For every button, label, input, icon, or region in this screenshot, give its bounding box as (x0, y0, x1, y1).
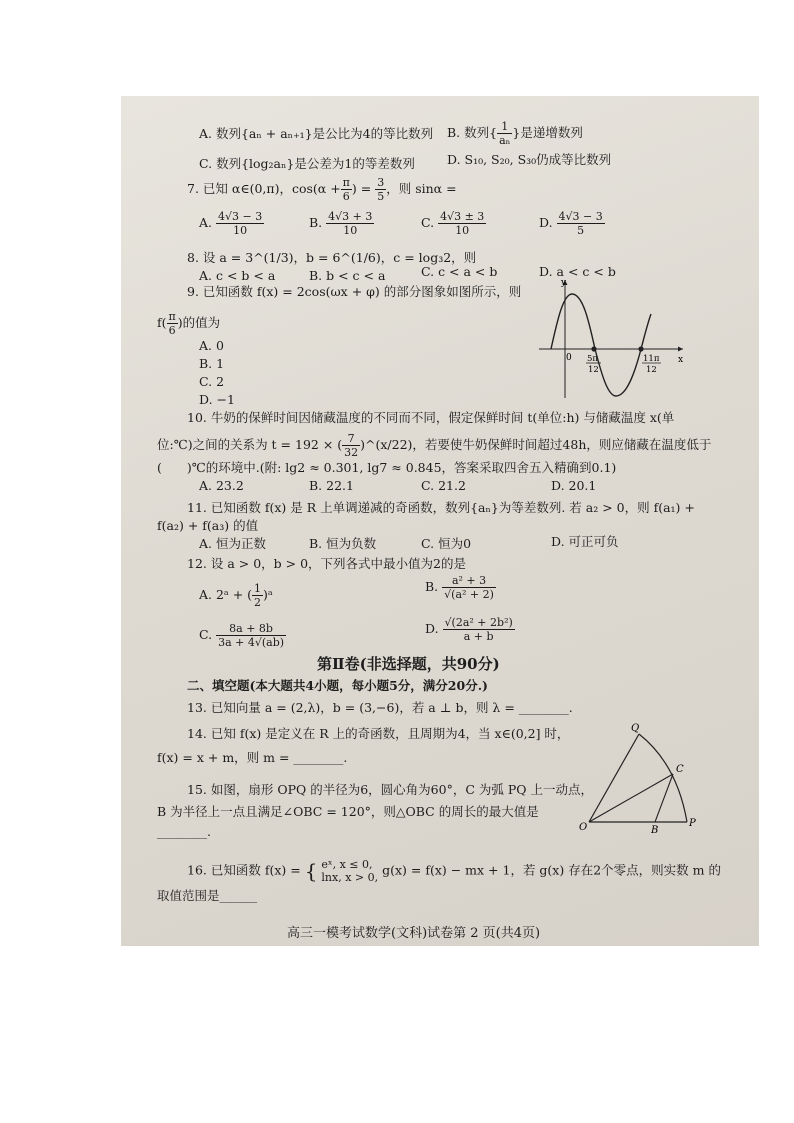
tick2-den: 12 (646, 365, 657, 375)
q16-line1: 16. 已知函数 f(x) = { eˣ, x ≤ 0, lnx, x > 0, g(x) = f(x) − mx + 1，若 g(x) 存在2个零点，则实数 m 的 (187, 858, 721, 884)
q11-option-a: A. 恒为正数 (199, 536, 266, 551)
zero-point-1 (591, 346, 596, 351)
q9-option-b: B. 1 (199, 356, 225, 371)
x-label: x (678, 355, 684, 365)
q7-option-c: C. $\frac{4√3 \pm 3}{10}$ (421, 210, 485, 237)
q11-option-b: B. 恒为负数 (309, 536, 377, 551)
tick2-num: 11π (643, 354, 660, 364)
q12-stem: 12. 设 a > 0，b > 0，下列各式中最小值为2的是 (187, 556, 466, 571)
q9-option-a: A. 0 (199, 338, 224, 353)
q11-line2: f(a₂) + f(a₃) 的值 (157, 518, 259, 533)
q6-option-a: A. 数列{aₙ + aₙ₊₁}是公比为4的等比数列 (199, 126, 434, 141)
q6-option-c: C. 数列{log₂aₙ}是公差为1的等差数列 (199, 156, 415, 171)
q9-stem-2: f( $\frac{\pi}{6}$ )的值为 (157, 310, 221, 337)
q10-line1: 10. 牛奶的保鲜时间因储藏温度的不同而不同，假定保鲜时间 t(单位:h) 与储藏温度 x(单 (187, 410, 675, 425)
segment-oc (589, 774, 673, 822)
q9-cosine-graph (535, 272, 687, 404)
q9-stem: 9. 已知函数 f(x) = 2cos(ωx + φ) 的部分图象如图所示，则 (187, 284, 522, 299)
q14-line1: 14. 已知 f(x) 是定义在 R 上的奇函数，且周期为4，当 x∈(0,2] 时， (187, 726, 570, 741)
q12-option-a: A. 2ᵃ + ( $\frac{1}{2}$ )ᵃ (199, 582, 273, 609)
q11-line1: 11. 已知函数 f(x) 是 R 上单调递减的奇函数，数列{aₙ}为等差数列. 若 a₂ > 0，则 f(a₁) + (187, 500, 695, 515)
radius-oq (589, 734, 639, 822)
label-c: C (676, 764, 684, 775)
q15-line1: 15. 如图，扇形 OPQ 的半径为6，圆心角为60°，C 为弧 PQ 上一动点， (187, 782, 593, 797)
q9-option-c: C. 2 (199, 374, 225, 389)
q12-option-b: B. $\frac{\text{a² + 3}}{\text{√(a² + 2)}}$ (425, 574, 494, 601)
page-content (121, 96, 759, 946)
tick1-num: 5π (587, 354, 598, 364)
q8-option-c: C. c < a < b (421, 264, 498, 279)
q8-option-a: A. c < b < a (199, 268, 276, 283)
origin-label: 0 (566, 353, 572, 363)
q6-option-d: D. S₁₀, S₂₀, S₃₀仍成等比数列 (447, 152, 612, 167)
cosine-curve (551, 294, 651, 396)
q7-stem: 7. 已知 α∈(0,π)，cos(α + $\frac{\pi}{6}$ ) = $\frac{3}{5}$ ，则 sinα = (187, 176, 457, 203)
q7-option-a: A. $\frac{4√3 - 3}{10}$ (199, 210, 263, 237)
zero-point-2 (638, 346, 643, 351)
q6-option-b: B. 数列{ $\frac{1}{\text{aₙ}}$ }是递增数列 (447, 120, 583, 147)
q16-line2: 取值范围是______ (157, 888, 258, 903)
segment-bc (655, 774, 673, 822)
label-o: O (579, 822, 588, 833)
q14-line2: f(x) = x + m，则 m = ________. (157, 750, 348, 765)
q11-option-d: D. 可正可负 (551, 534, 619, 549)
q15-line3: ________. (157, 824, 211, 839)
q8-option-d: D. a < c < b (539, 264, 616, 279)
q10-option-c: C. 21.2 (421, 478, 466, 493)
q8-option-b: B. b < c < a (309, 268, 386, 283)
page-footer: 高三一模考试数学(文科)试卷第 2 页(共4页) (287, 926, 541, 941)
label-p: P (689, 818, 696, 829)
x-axis-arrow (678, 347, 683, 352)
y-label: y (561, 278, 567, 288)
q10-option-b: B. 22.1 (309, 478, 354, 493)
scanned-exam-page (121, 96, 759, 946)
section2-title: 第Ⅱ卷(非选择题，共90分) (317, 655, 500, 673)
q10-line2: 位:℃)之间的关系为 t = 192 × ( $\frac{7}{32}$ )^(x/22)，若要使牛奶保鲜时间超过48h，则应储藏在温度低于 (157, 432, 712, 459)
q9-option-d: D. −1 (199, 392, 235, 407)
q7-option-d: D. $\frac{4√3 - 3}{5}$ (539, 210, 603, 237)
q13: 13. 已知向量 a = (2,λ)，b = (3,−6)，若 a ⊥ b，则 λ = ________. (187, 700, 573, 715)
q15-sector-figure (577, 720, 703, 836)
q7-option-b: B. $\frac{4√3 + 3}{10}$ (309, 210, 373, 237)
q11-option-c: C. 恒为0 (421, 536, 472, 551)
q10-option-a: A. 23.2 (199, 478, 244, 493)
q12-option-d: D. $\frac{\text{√(2a² + 2b²)}}{a + b}$ (425, 616, 513, 643)
label-b: B (651, 825, 659, 836)
q10-option-d: D. 20.1 (551, 478, 597, 493)
fraction: $\frac{1}{\text{aₙ}}$ (499, 120, 511, 147)
q10-line3: ( )℃的环境中.(附: lg2 ≈ 0.301, lg7 ≈ 0.845，答案采取四舍五入精确到0.1) (157, 460, 617, 475)
q8-stem: 8. 设 a = 3^(1/3)，b = 6^(1/6)，c = log₃2，则 (187, 250, 477, 265)
arc-pq (639, 734, 687, 822)
q12-option-c: C. $\frac{8a + 8b}{3a + 4√(ab)}$ (199, 622, 285, 649)
tick1-den: 12 (588, 365, 599, 375)
label-q: Q (631, 723, 640, 734)
section2-subtitle: 二、填空题(本大题共4小题，每小题5分，满分20分.) (187, 678, 488, 693)
q15-line2: B 为半径上一点且满足∠OBC = 120°，则△OBC 的周长的最大值是 (157, 804, 539, 819)
